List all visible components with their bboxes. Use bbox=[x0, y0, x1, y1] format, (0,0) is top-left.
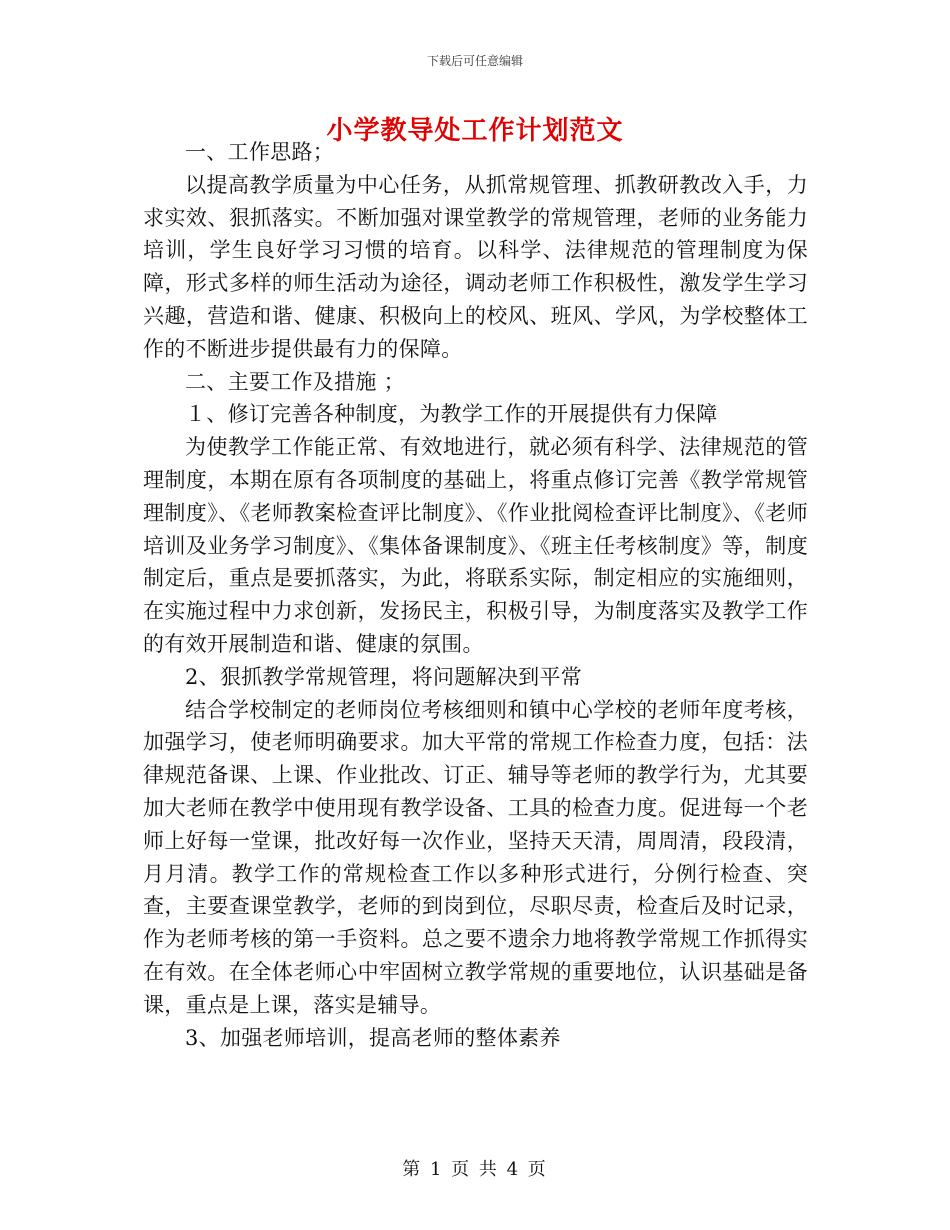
subsection-heading-2: 2、狠抓教学常规管理，将问题解决到平常 bbox=[185, 664, 583, 689]
section-heading-1: 一、工作思路； bbox=[185, 140, 335, 164]
subsection-heading-3: 3、加强老师培训，提高老师的整体素养 bbox=[185, 1025, 561, 1050]
paragraph-routine-management: 结合学校制定的老师岗位考核细则和镇中心学校的老师年度考核，加强学习，使老师明确要求。加大平常的常规工作检查力度，包括：法律规范备课、上课、作业批改、订正、辅导等老师的教学行为，尤其要加大老师在教学中使用现有教学设备、工具的检查力度。促进每一个老师上好每一堂课，批改好每一次作业，坚持天天清，周周清，段段清，月月清。教学工作的常规检查工作以多种形式进行，分例行检查、突查，主要查课堂教学，老师的到岗到位，尽职尽责，检查后及时记录，作为老师考核的第一手资料。总之要不遗余力地将教学常规工作抓得实在有效。在全体老师心中牢固树立教学常规的重要地位，认识基础是备课，重点是上课，落实是辅导。 bbox=[143, 697, 808, 1017]
subsection-heading-1: １、修订完善各种制度，为教学工作的开展提供有力保障 bbox=[185, 402, 718, 427]
paragraph-work-approach: 以提高教学质量为中心任务，从抓常规管理、抓教研教改入手，力求实效、狠抓落实。不断加强对课堂教学的常规管理，老师的业务能力培训，学生良好学习习惯的培育。以科学、法律规范的管理制度为保障，形式多样的师生活动为途径，调动老师工作积极性，激发学生学习兴趣，营造和谐、健康、积极向上的校风、班风、学风，为学校整体工作的不断进步提供最有力的保障。 bbox=[143, 172, 808, 361]
page-header: 下载后可任意编辑 bbox=[426, 54, 523, 68]
document-body bbox=[143, 136, 808, 1054]
document-title: 小学教导处工作计划范文 bbox=[326, 116, 624, 146]
page-footer: 第 1 页 共 4 页 bbox=[402, 1159, 548, 1180]
paragraph-system-revision: 为使教学工作能正常、有效地进行，就必须有科学、法律规范的管理制度，本期在原有各项制度的基础上，将重点修订完善《教学常规管理制度》、《老师教案检查评比制度》、《作业批阅检查评比制度》、《老师培训及业务学习制度》、《集体备课制度》、《班主任考核制度》等，制度制定后，重点是要抓落实，为此，将联系实际，制定相应的实施细则，在实施过程中力求创新，发扬民主，积极引导，为制度落实及教学工作的有效开展制造和谐、健康的氛围。 bbox=[143, 435, 808, 656]
section-heading-2: 二、主要工作及措施 ； bbox=[185, 369, 405, 394]
